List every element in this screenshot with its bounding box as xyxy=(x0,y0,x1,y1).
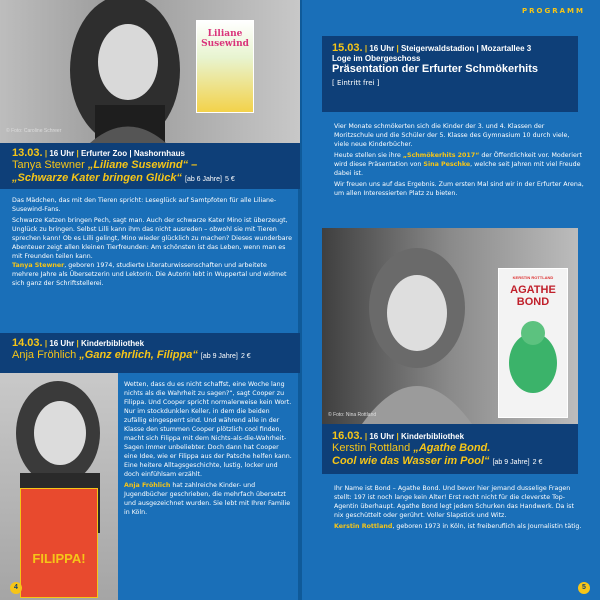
event-meta: 13.03. | 16 Uhr | Erfurter Zoo | Nashornhaus xyxy=(12,147,185,159)
book-author: KERSTIN ROTTLAND xyxy=(512,275,554,280)
photo-credit: © Foto: Nina Rottland xyxy=(328,412,377,418)
event-title-2 xyxy=(12,172,288,186)
bio-name: Anja Fröhlich xyxy=(124,482,171,489)
right-page xyxy=(300,0,600,600)
author-name: Tanya Stewner xyxy=(12,159,85,171)
event-meta: 16.03. | 16 Uhr | Kinderbibliothek xyxy=(332,430,465,442)
anja-froehlich-photo xyxy=(0,373,118,600)
bio-text: hat zahlreiche Kinder- und Jugendbücher geschrieben, die mehrfach übersetzt und ausgezeichnet wurden. Sie lebt mit Ihrer Familie in Köln. xyxy=(124,482,291,516)
event-date: 14.03. xyxy=(12,337,43,349)
text-part: der Öffentlichkeit vor. Moderiert wird diese Präsentation von xyxy=(334,152,582,168)
price: 5 € xyxy=(225,176,235,183)
event1-description xyxy=(12,196,292,290)
title-line-1: „Agathe Bond. xyxy=(413,442,491,454)
age-range: [ab 9 Jahre] xyxy=(200,353,238,360)
age-range: [ab 6 Jahre] xyxy=(185,176,222,183)
portrait-illustration xyxy=(0,0,300,143)
event4-description xyxy=(334,484,584,533)
event-card-13-03 xyxy=(0,143,300,189)
liliane-book-cover xyxy=(196,20,254,113)
price: [ Eintritt frei ] xyxy=(332,79,380,87)
author-bio xyxy=(334,522,584,531)
agathe-bond-book-cover xyxy=(498,268,568,418)
event-location: Steigerwaldstadion | Mozartallee 3 xyxy=(400,44,532,53)
story-text: Ihr Name ist Bond – Agathe Bond. Und bevor hier jemand dusselige Fragen stellt: 197 ist noch lange kein Alter! Erst recht nicht für die cleverste Top-Agentin überhaupt. Agathe Bond legt jedem Schurken das Handwerk. Da ist nix geschüttelt oder gerührt. Voller Slapstick und Witz. xyxy=(334,485,574,519)
book-title: FILIPPA! xyxy=(32,551,86,566)
price: 2 € xyxy=(240,353,251,360)
closing-text: Wir freuen uns auf das Ergebnis. Zum ersten Mal sind wir in der Erfurter Arena, um allen Interessierten Platz zu bieten. xyxy=(334,181,584,197)
event-meta: 15.03. | 16 Uhr | Steigerwaldstadion | Mozartallee 3 xyxy=(332,42,532,54)
highlight: „Schmökerhits 2017“ xyxy=(402,152,480,159)
event-card-14-03 xyxy=(0,333,300,373)
event-title xyxy=(12,349,288,363)
book-title: AGATHE BOND xyxy=(510,284,556,308)
text-part: , welche seit Jahren mit viel Freude dabei ist. xyxy=(334,161,581,177)
event-date: 15.03. xyxy=(332,42,363,54)
event-title-2 xyxy=(332,455,568,469)
event-title xyxy=(12,159,288,172)
event-location: Kinderbibliothek xyxy=(400,432,465,441)
photo-credit: © Foto: Caroline Schreer xyxy=(6,128,62,134)
event-time: 16 Uhr xyxy=(369,432,395,441)
event-time: 16 Uhr xyxy=(49,149,75,158)
turtle-illustration xyxy=(499,308,567,398)
event2-description xyxy=(124,380,294,519)
event-location: Erfurter Zoo | Nashornhaus xyxy=(80,149,185,158)
page-number-left: 4 xyxy=(10,582,22,594)
bio-text: , geboren 1973 in Köln, ist freiberuflich als Journalistin tätig. xyxy=(392,523,582,530)
filippa-book-cover xyxy=(20,488,98,598)
moderator-name: Sina Peschke xyxy=(423,161,471,168)
story-text: Wetten, dass du es nicht schaffst, eine Woche lang nichts als die Wahrheit zu sagen?“, sagt Cooper zu Filippa. Und Cooper spricht normalerweise kein Wort. Nur im stockdunklen Keller, in dem die beiden zufällig eingesperrt sind. Und während alle in der Klasse den stummen Cooper plötzlich cool finden, macht sich Filippa mit dem Nichts-als-die-Wahrheit-Sagen immer unbeliebter. Doch dann hat Cooper eine Idee, wie er Filippa aus der Patsche helfen kann. Eine heitere Alltagsgeschichte, lustig, locker und doch einfühlsam erzählt. xyxy=(124,381,292,478)
text-part: Heute stellen sie ihre xyxy=(334,152,403,159)
event-date: 13.03. xyxy=(12,147,43,159)
title-line-1: „Liliane Susewind“ – xyxy=(87,159,198,171)
event-time: 16 Uhr xyxy=(49,339,75,348)
book-title: Liliane Susewind xyxy=(201,29,249,49)
event-card-16-03 xyxy=(322,424,578,474)
event-title xyxy=(332,442,568,455)
bio-name: Tanya Stewner xyxy=(12,262,65,269)
tanya-stewner-photo xyxy=(0,0,300,143)
kerstin-rottland-photo xyxy=(322,228,578,424)
section-tag-right: PROGRAMM xyxy=(512,4,600,18)
price: 2 € xyxy=(532,459,543,466)
page-number-right: 5 xyxy=(578,582,590,594)
event-location-detail: Loge im Obergeschoss xyxy=(332,54,421,63)
story-text: Schwarze Katzen bringen Pech, sagt man. Auch der schwarze Kater Mino ist überzeugt, Unglück zu bringen. Selbst Lilli kann ihm das nicht ausreden – obwohl sie mit Tieren sprechen kann! Ob es Lilli gelingt, Mino wieder glücklich zu machen? Dieses wunderbare Abenteuer zeigt allen kleinen Tierfreunden: Am schönsten ist das Leben, wenn man es mit Freunden teilen kann. xyxy=(12,217,292,260)
event3-description xyxy=(334,122,584,200)
event-card-15-03 xyxy=(322,36,578,112)
author-bio xyxy=(124,481,294,517)
intro-text: Das Mädchen, das mit den Tieren spricht: Leseglück auf Samtpfoten für alle Liliane-Susewind-Fans. xyxy=(12,197,277,213)
author-name: Anja Fröhlich xyxy=(12,349,77,361)
title-line-2: „Schwarze Kater bringen Glück“ xyxy=(12,172,182,184)
event-date: 16.03. xyxy=(332,430,363,442)
intro-text: Vier Monate schmökerten sich die Kinder der 3. und 4. Klassen der Moritzschule und die Schüler der 5. Klasse des Gymnasium 10 durch viele, viele neue Kinderbücher. xyxy=(334,123,570,148)
title: „Ganz ehrlich, Filippa“ xyxy=(79,349,198,361)
event-location: Kinderbibliothek xyxy=(80,339,145,348)
author-bio xyxy=(12,261,292,288)
event-title: Präsentation der Erfurter Schmökerhits xyxy=(332,63,539,75)
title-line-2: Cool wie das Wasser im Pool“ xyxy=(332,455,490,467)
bio-text: , geboren 1974, studierte Literaturwissenschaften und arbeitete mehrere Jahre als Übersetzerin und Lektorin. Die Autorin lebt in Wuppertal und widmet sich ganz der Schriftstellerei. xyxy=(12,262,287,287)
presentation-text xyxy=(334,151,584,178)
author-name: Kerstin Rottland xyxy=(332,442,411,454)
event-meta: 14.03. | 16 Uhr | Kinderbibliothek xyxy=(12,337,145,349)
age-range: [ab 9 Jahre] xyxy=(492,459,530,466)
event-time: 16 Uhr xyxy=(369,44,395,53)
bio-name: Kerstin Rottland xyxy=(334,523,393,530)
